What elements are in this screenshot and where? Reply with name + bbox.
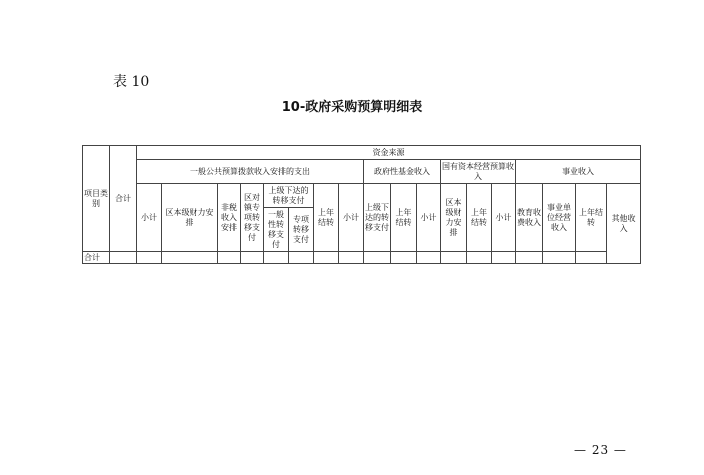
header-bi-education-fees: 教育收费收入 bbox=[516, 184, 543, 252]
header-gf-superior-transfer: 上级下达的转移支付 bbox=[364, 184, 391, 252]
table-number: 表 10 bbox=[113, 74, 150, 90]
header-gb-last-year-carry: 上年结转 bbox=[314, 184, 339, 252]
header-total: 合计 bbox=[110, 146, 137, 252]
header-item-category: 项目类别 bbox=[83, 146, 110, 252]
header-gov-fund: 政府性基金收入 bbox=[364, 160, 441, 184]
header-bi-subtotal: 小计 bbox=[492, 184, 516, 252]
header-gb-non-tax: 非税收入安排 bbox=[218, 184, 241, 252]
header-gb-district-allocation: 区本级财力安排 bbox=[162, 184, 218, 252]
document-title: 10-政府采购预算明细表 bbox=[281, 100, 423, 115]
header-sc-district-allocation: 区本级财力安排 bbox=[441, 184, 467, 252]
header-bi-last-year-carry: 上年结转 bbox=[576, 184, 607, 252]
header-funding-source: 资金来源 bbox=[137, 146, 641, 160]
header-gb-district-town-transfer: 区对镇专项转移支付 bbox=[241, 184, 264, 252]
row-total-label: 合计 bbox=[83, 252, 110, 264]
header-gb-general-transfer: 一般性转移支付 bbox=[264, 208, 289, 252]
header-sc-subtotal: 小计 bbox=[417, 184, 441, 252]
table-row-total bbox=[83, 252, 641, 264]
header-bi-operating-income: 事业单位经营收入 bbox=[543, 184, 576, 252]
header-general-budget: 一般公共预算拨款收入安排的支出 bbox=[137, 160, 364, 184]
header-business-income: 事业收入 bbox=[516, 160, 641, 184]
header-gf-last-year-carry: 上年结转 bbox=[391, 184, 417, 252]
header-sc-last-year-carry: 上年结转 bbox=[467, 184, 492, 252]
page-number: — 23 — bbox=[574, 443, 627, 457]
header-gb-subtotal: 小计 bbox=[137, 184, 162, 252]
header-gf-subtotal: 小计 bbox=[339, 184, 364, 252]
header-gb-special-transfer: 专项转移支付 bbox=[289, 208, 314, 252]
header-state-capital: 国有资本经营预算收入 bbox=[441, 160, 516, 184]
header-other-income: 其他收入 bbox=[607, 184, 641, 264]
header-gb-superior-transfer: 上级下达的转移支付 bbox=[264, 184, 314, 208]
procurement-budget-table bbox=[82, 145, 641, 264]
